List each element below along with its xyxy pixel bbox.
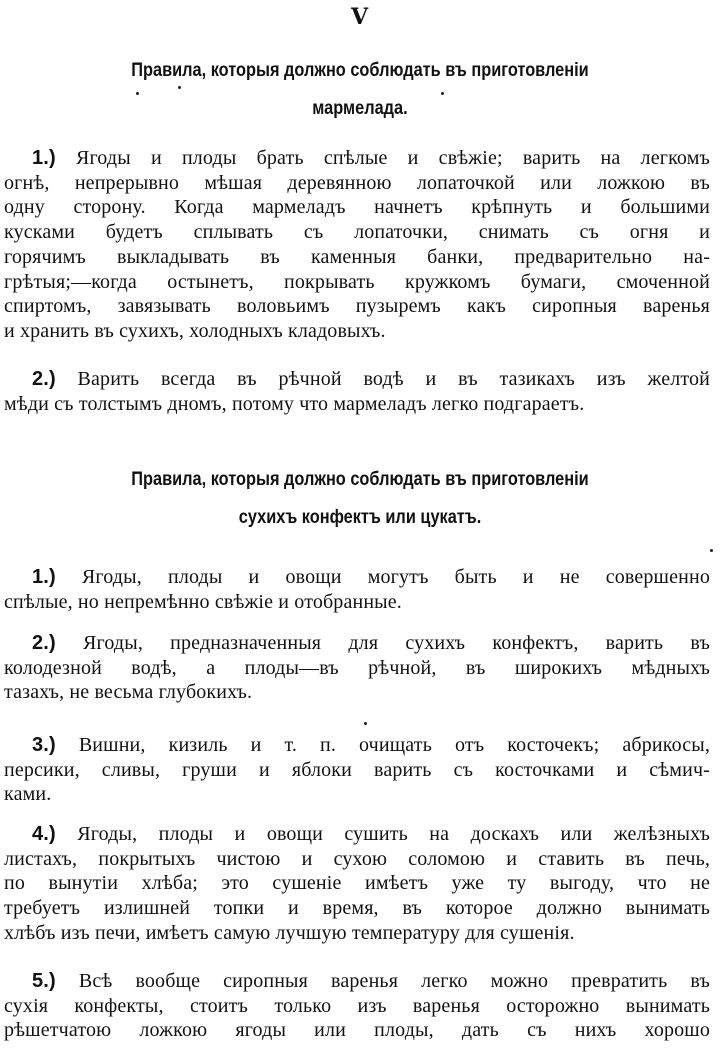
paragraph-line: персики, сливы, груши и яблоки варить съ косточками и сѣмич- xyxy=(4,758,710,781)
paragraph-line xyxy=(4,822,710,847)
print-speck xyxy=(136,92,139,95)
paragraph-number: 1.) xyxy=(32,566,56,588)
section-heading-marmalade xyxy=(50,52,669,128)
paragraph-line: по вынутіи хлѣба; это сушеніе имѣетъ уже ту выгоду, что не xyxy=(4,872,710,895)
paragraph-line xyxy=(4,146,710,171)
paragraph-number: 4.) xyxy=(32,823,56,845)
line-text: Вишни, кизиль и т. п. очищать отъ косточекъ; абрикосы, xyxy=(78,734,710,756)
print-speck xyxy=(710,549,713,552)
paragraph-number: 5.) xyxy=(32,970,56,992)
paragraph-dry-sweets-5 xyxy=(4,969,710,1043)
paragraph-dry-sweets-4 xyxy=(4,822,710,946)
paragraph-number: 2.) xyxy=(32,632,56,654)
paragraph-line: горячимъ выкладывать въ каменныя банки, предварительно на- xyxy=(4,245,710,268)
paragraph-line: сухія конфекты, стоитъ только изъ варенья осторожно вынимать xyxy=(4,994,710,1017)
heading-line: Правила, которыя должно соблюдать въ приготовленіи xyxy=(131,469,589,490)
paragraph-line: колодезной водѣ, а плоды—въ рѣчной, въ широкихъ мѣдныхъ xyxy=(4,656,710,679)
paragraph-line: огнѣ, непрерывно мѣшая деревянною лопаточкой или ложкою въ xyxy=(4,171,710,194)
paragraph-line: спиртомъ, завязывать воловьимъ пузыремъ какъ сиропныя варенья xyxy=(4,295,710,318)
print-speck xyxy=(364,722,367,725)
heading-line: сухихъ конфектъ или цукатъ. xyxy=(238,507,482,528)
paragraph-line xyxy=(4,969,710,994)
paragraph-number: 3.) xyxy=(32,734,56,756)
paragraph-line: грѣтыя;—когда остынетъ, покрывать кружкомъ бумаги, смоченной xyxy=(4,270,710,293)
paragraph-dry-sweets-1 xyxy=(4,565,710,614)
line-text: Варить всегда въ рѣчной водѣ и въ тазикахъ изъ желтой xyxy=(77,368,710,390)
paragraph-line: спѣлые, но непремѣнно свѣжіе и отобранные. xyxy=(4,590,402,613)
paragraph-line: мѣди съ толстымъ дномъ, потому что мармеладъ легко подгараетъ. xyxy=(4,392,585,415)
paragraph-number: 1.) xyxy=(32,147,56,169)
paragraph-line xyxy=(4,565,710,590)
section-heading-dry-sweets xyxy=(50,461,669,537)
paragraph-line xyxy=(4,367,710,392)
line-text: Всѣ вообще сиропныя варенья легко можно превратить въ xyxy=(78,970,710,992)
paragraph-line: тазахъ, не весьма глубокихъ. xyxy=(4,681,253,704)
paragraph-dry-sweets-3 xyxy=(4,733,710,807)
paragraph-marmalade-2 xyxy=(4,367,710,416)
print-speck xyxy=(178,86,181,89)
paragraph-line: листахъ, покрытыхъ чистою и сухою соломою и ставить въ печь, xyxy=(4,847,710,870)
paragraph-line: рѣшетчатою ложкою ягоды или плоды, дать съ нихъ хорошо xyxy=(4,1019,710,1042)
paragraph-line xyxy=(4,631,710,656)
line-text: Ягоды, плоды и овощи сушить на доскахъ или желѣзныхъ xyxy=(77,823,710,845)
paragraph-number: 2.) xyxy=(32,368,56,390)
paragraph-marmalade-1 xyxy=(4,146,710,344)
paragraph-line: требуетъ излишней топки и время, въ которое должно вынимать xyxy=(4,897,710,920)
paragraph-dry-sweets-2 xyxy=(4,631,710,705)
line-text: Ягоды и плоды брать спѣлые и свѣжіе; варить на легкомъ xyxy=(75,147,710,169)
paragraph-line: ками. xyxy=(4,783,52,806)
line-text: Ягоды, плоды и овощи могутъ быть и не совершенно xyxy=(81,566,710,588)
paragraph-line: кусками будетъ сплывать съ лопаточки, снимать съ огня и xyxy=(4,221,710,244)
line-text: Ягоды, предназначенныя для сухихъ конфектъ, варить въ xyxy=(83,632,710,654)
heading-line: Правила, которыя должно соблюдать въ приготовленіи xyxy=(131,60,589,81)
page-number: V xyxy=(350,4,370,30)
paragraph-line xyxy=(4,733,710,758)
heading-line: мармелада. xyxy=(312,98,408,119)
paragraph-line: и хранить въ сухихъ, холодныхъ кладовыхъ. xyxy=(4,319,386,342)
print-speck xyxy=(441,92,444,95)
paragraph-line: хлѣбъ изъ печи, имѣетъ самую лучшую температуру для сушенія. xyxy=(4,921,575,944)
paragraph-line: одну сторону. Когда мармеладъ начнетъ крѣпнуть и большими xyxy=(4,196,710,219)
